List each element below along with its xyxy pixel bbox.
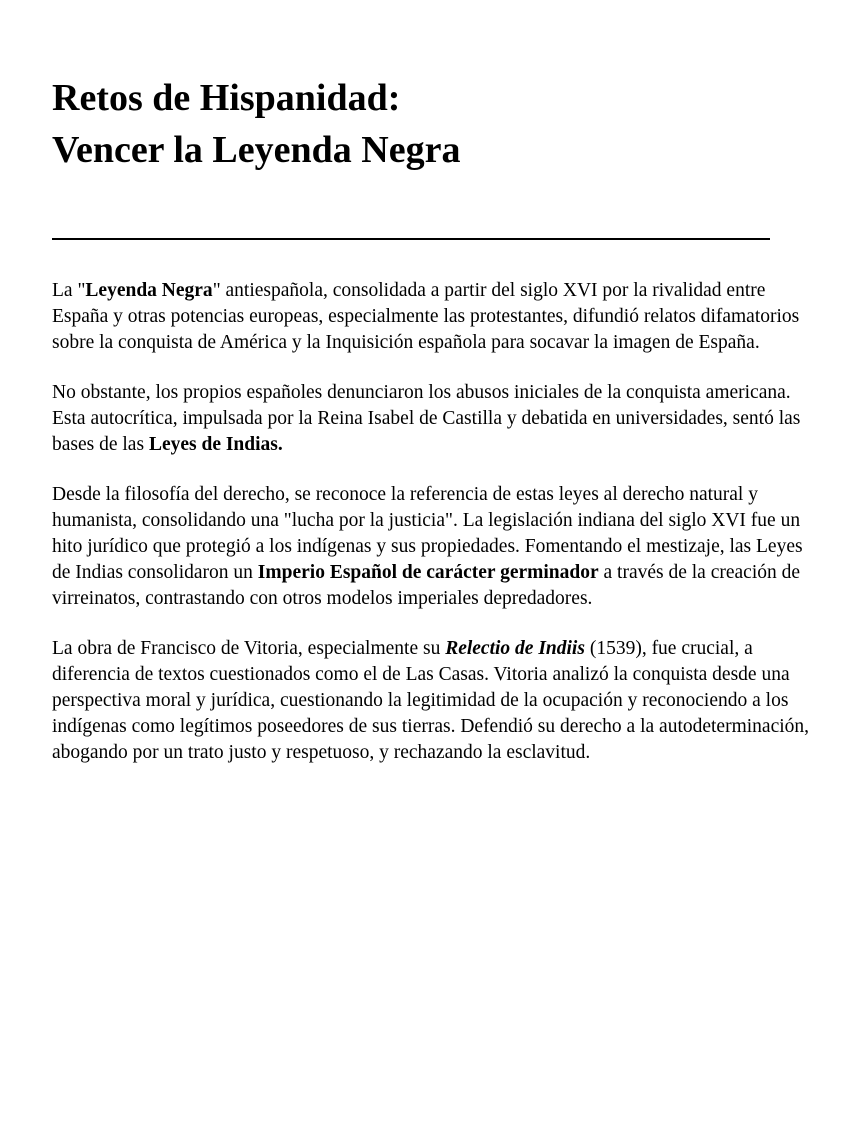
page-title [52,72,814,176]
paragraph-leyenda-negra [52,278,814,356]
paragraph-text: No obstante, los propios españoles denunciaron los abusos iniciales de la conquista americana. Esta autocrítica, impulsada por la Reina Isabel de Castilla y debatida en universidades, sentó las bases de las [52,382,801,455]
bold-text: Imperio Español de carácter germinador [257,562,599,583]
paragraph-text: La " [52,280,86,301]
paragraph-leyes-de-indias [52,380,814,458]
bold-text: Leyes de Indias. [148,434,283,455]
page-title-line2: Vencer la Leyenda Negra [52,129,461,171]
bold-italic-text: Relectio de Indiis [445,638,585,659]
paragraph-filosofia-derecho [52,482,814,612]
paragraph-text: La obra de Francisco de Vitoria, especialmente su [52,638,446,659]
paragraph-francisco-vitoria [52,636,814,766]
paragraph-text: (1539), fue crucial, a diferencia de textos cuestionados como el de Las Casas. Vitoria analizó la conquista desde una perspectiva moral y jurídica, cuestionando la legitimidad de la ocupación y reconociendo a los indígenas como legítimos poseedores de sus tierras. Defendió su derecho a la autodeterminación, abogando por un trato justo y respetuoso, y rechazando la esclavitud. [52,638,810,763]
horizontal-rule [52,238,770,240]
bold-text: Leyenda Negra [85,280,213,301]
paragraph-text: Desde la filosofía del derecho, se reconoce la referencia de estas leyes al derecho natural y humanista, consolidando una "lucha por la justicia". La legislación indiana del siglo XVI fue un hito jurídico que protegió a los indígenas y sus propiedades. Fomentando el mestizaje, las Leyes de Indias consolidaron un [52,484,803,583]
paragraph-text: a través de la creación de virreinatos, contrastando con otros modelos imperiales depredadores. [52,562,801,609]
page-title-line1: Retos de Hispanidad: [52,77,401,119]
paragraph-text: " antiespañola, consolidada a partir del siglo XVI por la rivalidad entre España y otras potencias europeas, especialmente las protestantes, difundió relatos difamatorios sobre la conquista de América y la Inquisición española para socavar la imagen de España. [52,280,800,353]
